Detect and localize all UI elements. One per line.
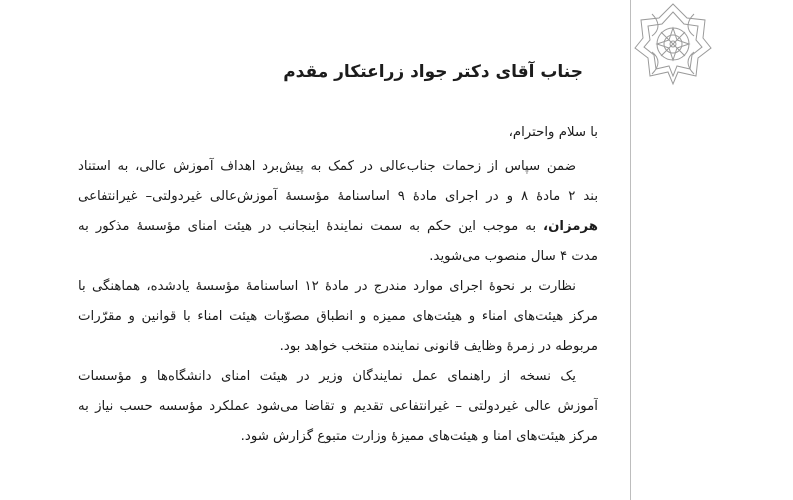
paragraph3-line3: مرکز هیئت‌های امنا و هیئت‌های ممیزهٔ وزارت متبوع گزارش شود. <box>240 429 598 444</box>
paragraph1-line3-rest: به موجب این حکم به سمت نمایندهٔ اینجانب در هیئت امنای مؤسسهٔ مذکور به <box>78 219 544 234</box>
institution-name: هرمزان، <box>543 219 598 234</box>
paragraph2-line3: مربوطه در زمرهٔ وظایف قانونی نماینده منتخب خواهد بود. <box>279 339 598 354</box>
islamic-geometric-ornament-icon <box>632 0 714 86</box>
paragraph3-line2: آموزش عالی غیردولتی – غیرانتفاعی تقدیم و تقاضا می‌شود عملکرد مؤسسه حسب نیاز به <box>78 399 598 414</box>
paragraph2-line2: مرکز هیئت‌های امناء و هیئت‌های ممیزه و انطباق مصوّبات هیئت امناء با قوانین و مقرّرات <box>78 309 598 324</box>
paragraph1-line1: ضمن سپاس از زحمات جناب‌عالی در کمک به پیش‌برد اهداف آموزش عالی، به استناد <box>78 159 576 174</box>
greeting-line: با سلام واحترام، <box>508 125 598 140</box>
paragraph1-line3 <box>78 212 598 242</box>
paragraph1-line2: بند ۲ مادهٔ ۸ و در اجرای مادهٔ ۹ اساسنامهٔ مؤسسهٔ آموزش‌عالی غیردولتی– غیرانتفاعی <box>78 189 598 204</box>
addressee-salutation: جناب آقای دکتر جواد زراعتکار مقدم <box>283 62 583 82</box>
paragraph3-line1: یک نسخه از راهنمای عمل نمایندگان وزیر در هیئت امنای دانشگاه‌ها و مؤسسات <box>78 369 576 384</box>
margin-rule <box>630 0 631 500</box>
paragraph1-line4: مدت ۴ سال منصوب می‌شوید. <box>429 249 598 264</box>
paragraph2-line1: نظارت بر نحوهٔ اجرای موارد مندرج در مادهٔ ۱۲ اساسنامهٔ مؤسسهٔ یادشده، هماهنگی با <box>78 279 576 294</box>
letter-body <box>78 118 598 452</box>
